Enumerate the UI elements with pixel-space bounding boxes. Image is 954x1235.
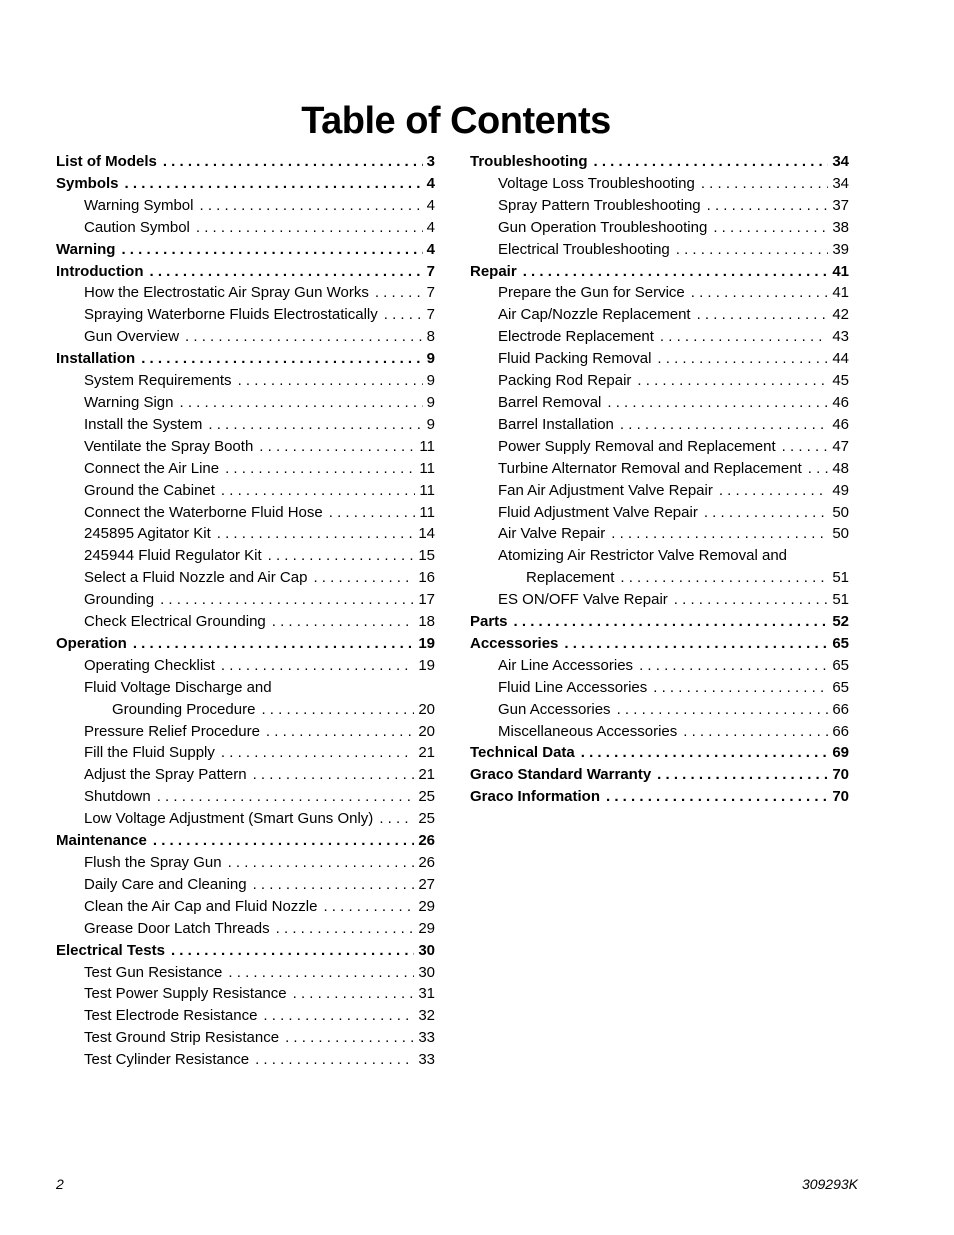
toc-entry-label: Operating Checklist — [84, 656, 215, 674]
toc-section-entry[interactable] — [470, 633, 849, 655]
toc-section-entry[interactable] — [470, 786, 849, 808]
toc-subsection-entry[interactable] — [470, 699, 849, 721]
toc-entry-label: Check Electrical Grounding — [84, 613, 266, 631]
dot-leader — [581, 742, 829, 764]
toc-page-number: 45 — [832, 372, 849, 390]
toc-entry-label: Shutdown — [84, 788, 151, 806]
toc-entry-label: Daily Care and Cleaning — [84, 875, 247, 893]
toc-section-entry[interactable] — [470, 742, 849, 764]
toc-entry-label: Gun Accessories — [498, 700, 611, 718]
toc-page-number: 7 — [426, 262, 435, 280]
toc-page-number: 29 — [418, 919, 435, 937]
toc-page-number: 41 — [832, 262, 849, 280]
dot-leader — [375, 282, 423, 304]
dot-leader — [379, 808, 414, 830]
toc-subsection-entry[interactable] — [56, 567, 435, 589]
toc-page-number: 33 — [418, 1051, 435, 1069]
dot-leader — [660, 326, 828, 348]
dot-leader — [611, 523, 828, 545]
toc-entry-label: Barrel Removal — [498, 393, 602, 411]
toc-page-number: 41 — [832, 284, 849, 302]
toc-page-number: 31 — [418, 985, 435, 1003]
toc-page-number: 20 — [418, 722, 435, 740]
toc-page-number: 30 — [418, 941, 435, 959]
dot-leader — [329, 502, 416, 524]
toc-entry-label: Test Power Supply Resistance — [84, 985, 287, 1003]
toc-page-number: 26 — [418, 854, 435, 871]
toc-entry-label: Test Ground Strip Resistance — [84, 1029, 280, 1047]
dot-leader — [606, 786, 828, 808]
dot-leader — [133, 633, 414, 655]
toc-page-number: 9 — [426, 415, 435, 433]
toc-entry-label: Flush the Spray Gun — [84, 854, 222, 871]
toc-subsection-entry[interactable] — [470, 304, 849, 326]
toc-entry-label: Warning Symbol — [84, 196, 194, 214]
toc-entry-label: 245895 Agitator Kit — [84, 525, 211, 543]
toc-entry-label: Pressure Relief Procedure — [84, 722, 260, 740]
dot-leader — [657, 348, 828, 370]
toc-page-number: 25 — [418, 788, 435, 806]
toc-page-number: 20 — [418, 700, 435, 718]
dot-leader — [676, 239, 829, 261]
toc-page-number: 49 — [832, 481, 849, 499]
toc-subsection-entry[interactable] — [470, 436, 849, 458]
toc-page-number: 51 — [832, 591, 849, 609]
toc-page-number: 43 — [832, 328, 849, 346]
toc-page-number: 9 — [426, 350, 435, 368]
dot-leader — [263, 1005, 414, 1027]
toc-page-number: 66 — [832, 700, 849, 718]
toc-page-number: 4 — [426, 196, 435, 214]
toc-subsection-entry[interactable] — [56, 896, 435, 918]
toc-section-entry[interactable] — [470, 764, 849, 786]
toc-entry-label: Graco Standard Warranty — [470, 766, 652, 784]
toc-page-number: 52 — [832, 613, 849, 631]
toc-page-number: 25 — [418, 810, 435, 828]
dot-leader — [185, 326, 423, 348]
toc-entry-label: List of Models — [56, 153, 157, 170]
toc-page-number: 65 — [832, 656, 849, 674]
toc-subsection-entry[interactable] — [56, 436, 435, 458]
toc-page-number: 70 — [832, 766, 849, 784]
toc-subsection-entry[interactable] — [56, 874, 435, 896]
toc-section-entry[interactable] — [470, 261, 849, 283]
toc-page-number: 34 — [832, 153, 849, 170]
toc-page-number: 4 — [426, 218, 435, 236]
toc-entry-label: Barrel Installation — [498, 415, 614, 433]
dot-leader — [293, 983, 415, 1005]
dot-leader — [266, 721, 414, 743]
dot-leader — [199, 195, 422, 217]
toc-entry-label: Ventilate the Spray Booth — [84, 437, 254, 455]
toc-entry-label: Clean the Air Cap and Fluid Nozzle — [84, 897, 318, 915]
toc-page-number: 50 — [832, 503, 849, 521]
toc-page-number: 34 — [832, 174, 849, 192]
dot-leader — [221, 480, 416, 502]
toc-subsection-entry[interactable] — [470, 589, 849, 611]
toc-entry-label: Caution Symbol — [84, 218, 190, 236]
toc-entry-continuation — [84, 699, 435, 721]
toc-entry-label: Gun Operation Troubleshooting — [498, 218, 708, 236]
dot-leader — [259, 436, 415, 458]
toc-subsection-entry[interactable] — [470, 502, 849, 524]
toc-page-number: 15 — [418, 547, 435, 565]
toc-subsection-entry[interactable] — [470, 173, 849, 195]
dot-leader — [285, 1027, 414, 1049]
toc-page-number: 65 — [832, 634, 849, 652]
toc-page-number: 7 — [426, 284, 435, 302]
dot-leader — [238, 370, 423, 392]
toc-page-number: 9 — [426, 393, 435, 411]
toc-entry-label: Electrical Troubleshooting — [498, 240, 670, 258]
toc-subsection-entry[interactable] — [470, 326, 849, 348]
toc-page-number: 29 — [418, 897, 435, 915]
toc-page-number: 8 — [426, 328, 435, 346]
toc-entry-label: Repair — [470, 262, 517, 280]
dot-leader — [323, 896, 414, 918]
toc-subsection-entry[interactable] — [56, 962, 435, 984]
toc-entry-label: Voltage Loss Troubleshooting — [498, 174, 695, 192]
toc-page-number: 19 — [418, 656, 435, 674]
dot-leader — [713, 217, 828, 239]
toc-page-number: 70 — [832, 788, 849, 806]
dot-leader — [808, 458, 829, 480]
toc-entry-label: Spraying Waterborne Fluids Electrostatically — [84, 306, 378, 324]
toc-page-number: 37 — [832, 196, 849, 214]
toc-subsection-entry[interactable] — [56, 480, 435, 502]
toc-entry-label: Fluid Adjustment Valve Repair — [498, 503, 698, 521]
toc-entry-label: Fluid Voltage Discharge and — [84, 678, 272, 696]
toc-entry-label: Install the System — [84, 415, 203, 433]
toc-section-entry[interactable] — [56, 830, 435, 852]
toc-subsection-entry[interactable] — [56, 918, 435, 940]
toc-subsection-entry[interactable] — [56, 1005, 435, 1027]
toc-subsection-entry[interactable] — [470, 677, 849, 699]
dot-leader — [180, 392, 423, 414]
toc-section-entry[interactable] — [56, 261, 435, 283]
dot-leader — [157, 786, 415, 808]
dot-leader — [697, 304, 829, 326]
dot-leader — [253, 874, 415, 896]
dot-leader — [141, 348, 422, 370]
toc-entry-label: Fill the Fluid Supply — [84, 744, 215, 762]
toc-page-number: 46 — [832, 415, 849, 433]
dot-leader — [523, 261, 829, 283]
toc-subsection-entry[interactable] — [470, 414, 849, 436]
toc-page-number: 44 — [832, 350, 849, 368]
toc-subsection-entry[interactable] — [56, 326, 435, 348]
dot-leader — [276, 918, 415, 940]
toc-entry-label: Connect the Waterborne Fluid Hose — [84, 503, 323, 521]
dot-leader — [228, 852, 415, 874]
dot-leader — [253, 764, 415, 786]
toc-entry-label: Miscellaneous Accessories — [498, 722, 678, 740]
toc-entry-label: Fluid Packing Removal — [498, 350, 652, 368]
toc-subsection-entry[interactable] — [470, 480, 849, 502]
dot-leader — [268, 545, 415, 567]
dot-leader — [674, 589, 829, 611]
toc-page-number: 38 — [832, 218, 849, 236]
toc-subsection-entry[interactable] — [56, 786, 435, 808]
toc-subsection-entry[interactable] — [56, 523, 435, 545]
dot-leader — [225, 458, 415, 480]
toc-subsection-entry[interactable] — [56, 742, 435, 764]
dot-leader — [657, 764, 828, 786]
toc-subsection-entry[interactable] — [470, 458, 849, 480]
dot-leader — [261, 699, 414, 721]
toc-entry-label: Fluid Line Accessories — [498, 678, 648, 696]
toc-page-number: 69 — [832, 744, 849, 762]
page-title: Table of Contents — [301, 100, 611, 142]
toc-subsection-entry[interactable] — [56, 414, 435, 436]
toc-entry-label: Air Line Accessories — [498, 656, 634, 674]
toc-page-number: 11 — [419, 481, 435, 499]
dot-leader — [707, 195, 829, 217]
dot-leader — [564, 633, 828, 655]
dot-leader — [701, 173, 829, 195]
toc-subsection-entry[interactable] — [470, 217, 849, 239]
dot-leader — [255, 1049, 414, 1071]
toc-page-number: 66 — [832, 722, 849, 740]
toc-subsection-entry[interactable] — [56, 282, 435, 304]
toc-subsection-entry[interactable] — [470, 348, 849, 370]
toc-subsection-entry[interactable] — [56, 589, 435, 611]
toc-page-number: 27 — [418, 875, 435, 893]
toc-subsection-entry[interactable] — [56, 502, 435, 524]
dot-leader — [637, 370, 828, 392]
toc-page-number: 21 — [418, 744, 435, 762]
toc-subsection-entry[interactable] — [56, 1027, 435, 1049]
toc-page-number: 21 — [418, 766, 435, 784]
dot-leader — [221, 655, 414, 677]
dot-leader — [384, 304, 423, 326]
toc-subsection-entry[interactable] — [470, 195, 849, 217]
toc-entry-label: Ground the Cabinet — [84, 481, 215, 499]
toc-entry-label: Connect the Air Line — [84, 459, 220, 477]
toc-section-entry[interactable] — [56, 348, 435, 370]
toc-entry-label: System Requirements — [84, 372, 232, 390]
toc-right-column — [470, 151, 849, 808]
toc-subsection-entry[interactable] — [56, 983, 435, 1005]
toc-entry-label: How the Electrostatic Air Spray Gun Works — [84, 284, 369, 302]
dot-leader — [208, 414, 422, 436]
toc-entry-label: 245944 Fluid Regulator Kit — [84, 547, 262, 565]
toc-entry-label: Prepare the Gun for Service — [498, 284, 685, 302]
toc-subsection-entry[interactable] — [56, 852, 435, 874]
toc-left-column — [56, 151, 435, 1071]
dot-leader — [196, 217, 423, 239]
toc-entry-label: Fan Air Adjustment Valve Repair — [498, 481, 713, 499]
dot-leader — [163, 151, 423, 173]
toc-page-number: 11 — [419, 437, 435, 455]
dot-leader — [620, 414, 828, 436]
dot-leader — [653, 677, 828, 699]
toc-subsection-entry[interactable] — [470, 239, 849, 261]
toc-entry-label-continued: Replacement — [526, 569, 615, 587]
toc-entry-label: Test Cylinder Resistance — [84, 1051, 250, 1069]
toc-entry-label: Low Voltage Adjustment (Smart Guns Only) — [84, 810, 374, 828]
toc-entry-label: Spray Pattern Troubleshooting — [498, 196, 701, 214]
toc-subsection-entry[interactable] — [470, 721, 849, 743]
toc-page-number: 65 — [832, 678, 849, 696]
toc-entry-label: Packing Rod Repair — [498, 372, 632, 390]
toc-entry-label: Power Supply Removal and Replacement — [498, 437, 776, 455]
toc-section-entry[interactable] — [470, 611, 849, 633]
toc-page-number: 39 — [832, 240, 849, 258]
dot-leader — [620, 567, 828, 589]
dot-leader — [272, 611, 415, 633]
toc-subsection-entry[interactable] — [470, 282, 849, 304]
toc-subsection-entry[interactable] — [56, 545, 435, 567]
dot-leader — [153, 830, 414, 852]
toc-subsection-entry[interactable] — [56, 655, 435, 677]
dot-leader — [160, 589, 414, 611]
toc-section-entry[interactable] — [56, 151, 435, 173]
toc-subsection-entry[interactable] — [56, 1049, 435, 1071]
toc-subsection-entry[interactable] — [56, 304, 435, 326]
toc-subsection-entry[interactable] — [56, 808, 435, 830]
toc-subsection-entry[interactable] — [470, 545, 849, 589]
dot-leader — [228, 962, 414, 984]
toc-page-number: 26 — [418, 832, 435, 850]
dot-leader — [691, 282, 829, 304]
toc-subsection-entry[interactable] — [56, 392, 435, 414]
toc-subsection-entry[interactable] — [470, 523, 849, 545]
toc-entry-label: Electrode Replacement — [498, 328, 654, 346]
dot-leader — [704, 502, 828, 524]
dot-leader — [639, 655, 828, 677]
toc-page-number: 9 — [426, 372, 435, 390]
toc-entry-label: Test Electrode Resistance — [84, 1007, 258, 1025]
toc-subsection-entry[interactable] — [470, 655, 849, 677]
toc-page-number: 16 — [418, 569, 435, 587]
toc-page-number: 46 — [832, 393, 849, 411]
toc-entry-label: Atomizing Air Restrictor Valve Removal and — [498, 547, 787, 565]
footer-doc-number: 309293K — [801, 1176, 858, 1192]
toc-subsection-entry[interactable] — [56, 677, 435, 721]
toc-subsection-entry[interactable] — [470, 392, 849, 414]
dot-leader — [617, 699, 829, 721]
toc-entry-label: Adjust the Spray Pattern — [84, 766, 247, 784]
toc-page-number: 7 — [426, 306, 435, 324]
toc-entry-label: Technical Data — [470, 744, 575, 762]
toc-section-entry[interactable] — [56, 940, 435, 962]
toc-page-number: 11 — [419, 503, 435, 521]
dot-leader — [719, 480, 828, 502]
toc-subsection-entry[interactable] — [56, 721, 435, 743]
toc-page-number: 3 — [426, 153, 435, 170]
toc-entry-label: Troubleshooting — [470, 153, 588, 170]
toc-entry-label: Introduction — [56, 262, 144, 280]
toc-page-number: 48 — [832, 459, 849, 477]
dot-leader — [782, 436, 829, 458]
toc-page-number: 33 — [418, 1029, 435, 1047]
toc-subsection-entry[interactable] — [56, 611, 435, 633]
toc-section-entry[interactable] — [470, 151, 849, 173]
dot-leader — [171, 940, 414, 962]
toc-entry-label: Operation — [56, 634, 127, 652]
toc-entry-label: Parts — [470, 613, 508, 631]
toc-subsection-entry[interactable] — [56, 764, 435, 786]
toc-section-entry[interactable] — [56, 239, 435, 261]
toc-page-number: 11 — [419, 459, 435, 477]
dot-leader — [594, 151, 829, 173]
toc-entry-label: Electrical Tests — [56, 941, 165, 959]
toc-entry-label: Grounding — [84, 591, 155, 609]
dot-leader — [149, 261, 422, 283]
toc-entry-label: Installation — [56, 350, 136, 368]
toc-entry-label: Maintenance — [56, 832, 147, 850]
dot-leader — [221, 742, 414, 764]
toc-entry-label: ES ON/OFF Valve Repair — [498, 591, 668, 609]
toc-section-entry[interactable] — [56, 173, 435, 195]
toc-page-number: 32 — [418, 1007, 435, 1025]
toc-page-number: 42 — [832, 306, 849, 324]
toc-entry-label: Graco Information — [470, 788, 601, 806]
toc-entry-label: Select a Fluid Nozzle and Air Cap — [84, 569, 308, 587]
toc-page-number: 19 — [418, 634, 435, 652]
dot-leader — [217, 523, 415, 545]
dot-leader — [313, 567, 414, 589]
toc-page-number: 51 — [832, 569, 849, 587]
toc-entry-label: Test Gun Resistance — [84, 963, 223, 981]
dot-leader — [125, 173, 423, 195]
toc-subsection-entry[interactable] — [56, 195, 435, 217]
toc-page-number: 18 — [418, 613, 435, 631]
toc-entry-label: Air Cap/Nozzle Replacement — [498, 306, 691, 324]
toc-page-number: 30 — [418, 963, 435, 981]
toc-page-number: 17 — [418, 591, 435, 609]
toc-page-number: 4 — [426, 174, 435, 192]
toc-page-number: 50 — [832, 525, 849, 543]
toc-subsection-entry[interactable] — [470, 370, 849, 392]
toc-entry-label: Accessories — [470, 634, 559, 652]
toc-entry-label: Gun Overview — [84, 328, 180, 346]
dot-leader — [121, 239, 422, 261]
toc-subsection-entry[interactable] — [56, 458, 435, 480]
dot-leader — [514, 611, 829, 633]
toc-entry-continuation — [498, 567, 849, 589]
toc-entry-label: Air Valve Repair — [498, 525, 606, 543]
toc-page-number: 14 — [418, 525, 435, 543]
toc-entry-label: Turbine Alternator Removal and Replacement — [498, 459, 802, 477]
toc-page-number: 4 — [426, 240, 435, 258]
toc-entry-label: Grease Door Latch Threads — [84, 919, 270, 937]
toc-page-number: 47 — [832, 437, 849, 455]
dot-leader — [683, 721, 828, 743]
toc-entry-label: Symbols — [56, 174, 119, 192]
toc-subsection-entry[interactable] — [56, 370, 435, 392]
toc-section-entry[interactable] — [56, 633, 435, 655]
toc-entry-label: Warning Sign — [84, 393, 174, 411]
footer-page-number: 2 — [56, 1176, 64, 1192]
toc-entry-label: Warning — [56, 240, 116, 258]
toc-entry-label-continued: Grounding Procedure — [112, 700, 256, 718]
toc-subsection-entry[interactable] — [56, 217, 435, 239]
dot-leader — [607, 392, 828, 414]
